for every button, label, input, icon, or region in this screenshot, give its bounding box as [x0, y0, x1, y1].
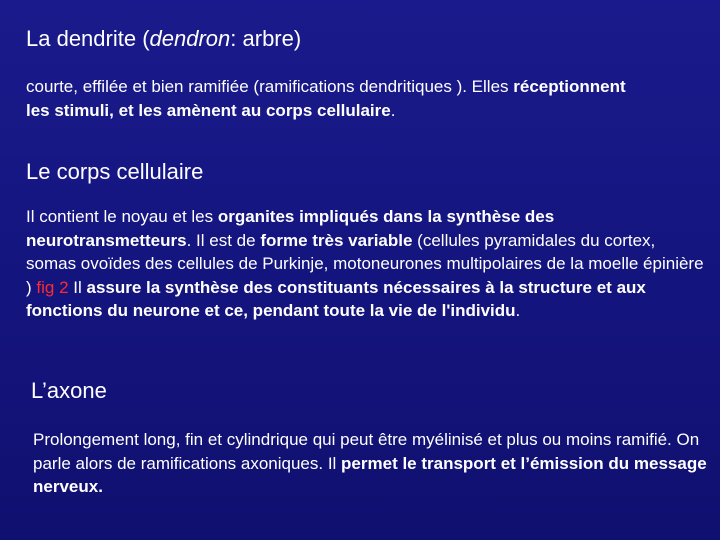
corps-bold-3: assure la synthèse des constituants nécessaires à la structure et aux fonctions du neurone et ce, pendant toute la vie de l'individu	[26, 277, 646, 320]
corps-text-5: .	[515, 301, 521, 320]
corps-cellulaire-paragraph	[26, 205, 706, 323]
corps-cellulaire-heading: Le corps cellulaire	[26, 159, 204, 184]
fig-reference: fig 2	[36, 277, 69, 297]
corps-text-1: Il contient le noyau et les	[26, 207, 218, 226]
dendrite-heading	[26, 26, 301, 52]
corps-bold-1: organites impliqués dans la synthèse des neurotransmetteurs	[26, 207, 555, 250]
axone-heading: L’axone	[31, 378, 107, 403]
axone-paragraph	[33, 428, 717, 499]
axone-bold-1: permet le transport et l’émission du message nerveux.	[33, 453, 707, 496]
dendrite-paragraph	[26, 75, 626, 122]
corps-text-3: (cellules pyramidales du cortex, somas ovoïdes des cellules de Purkinje, motoneurones multipolaires de la moelle épinière )	[26, 230, 704, 297]
dendrite-text-1: courte, effilée et bien ramifiée (ramifications dendritiques ). Elles	[26, 77, 514, 96]
dendrite-heading-end: : arbre)	[230, 26, 302, 51]
dendrite-text-2: .	[390, 100, 396, 120]
dendrite-heading-italic: dendron	[149, 26, 231, 51]
dendrite-heading-start: La dendrite (	[26, 26, 150, 51]
axone-text-1: Prolongement long, fin et cylindrique qui peut être myélinisé et plus ou moins ramifié. On parle alors de ramifications axoniques. Il	[33, 430, 700, 473]
dendrite-bold-1: réceptionnent les stimuli, et les amènent au corps cellulaire	[26, 77, 626, 120]
corps-text-2: . Il est de	[186, 230, 261, 250]
corps-bold-2: forme très variable	[260, 230, 413, 250]
corps-text-4: Il	[68, 277, 87, 297]
